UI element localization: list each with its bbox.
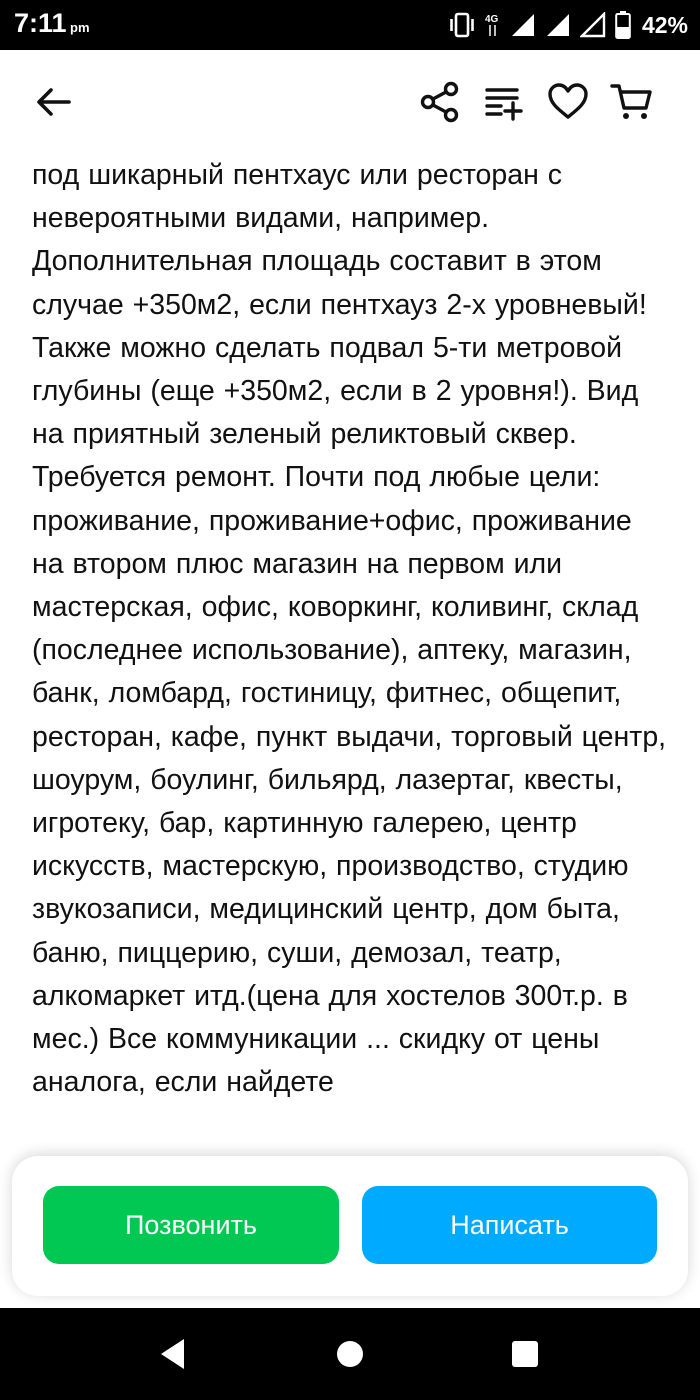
signal-icon	[510, 12, 536, 38]
nav-home-icon	[335, 1339, 365, 1369]
status-icons	[448, 8, 688, 42]
nav-back-button[interactable]	[150, 1334, 196, 1374]
system-nav-bar	[0, 1308, 700, 1400]
nav-recents-icon	[510, 1339, 540, 1369]
signal-icon	[580, 12, 606, 38]
listing-description	[32, 154, 672, 1304]
share-button[interactable]	[418, 80, 462, 124]
vibrate-icon	[448, 12, 476, 38]
cart-icon	[610, 80, 654, 124]
status-time: 7:11	[14, 8, 67, 38]
back-arrow-icon	[33, 82, 73, 122]
battery-percent: 42%	[641, 11, 688, 38]
back-button[interactable]	[31, 80, 75, 124]
battery-icon	[615, 11, 631, 39]
nav-recents-button[interactable]	[502, 1334, 548, 1374]
heart-icon	[546, 80, 590, 124]
cart-button[interactable]	[610, 80, 654, 124]
share-icon	[418, 80, 462, 124]
network-4g-icon	[485, 12, 501, 38]
compare-button[interactable]	[483, 80, 527, 124]
favorite-button[interactable]	[546, 80, 590, 124]
contact-action-bar	[12, 1156, 688, 1296]
status-ampm: pm	[70, 20, 90, 35]
compare-list-icon	[483, 80, 527, 124]
nav-home-button[interactable]	[327, 1334, 373, 1374]
status-bar	[0, 0, 700, 50]
signal-icon	[545, 12, 571, 38]
app-header	[0, 50, 700, 154]
write-button[interactable]: Написать	[362, 1186, 657, 1264]
svg-text:4G: 4G	[484, 14, 499, 25]
description-text: под шикарный пентхаус или ресторан с невероятными видами, например. Дополнительная площадь составит в этом случае +350м2, если пентхауз 2-х уровневый! Также можно сделать подвал 5-ти метровой глубины (еще +350м2, если в 2 уровня!). Вид на приятный зеленый реликтовый сквер. Требуется ремонт. Почти под любые цели: проживание, проживание+офис, проживание на втором плюс магазин на первом или мастерская, офис, коворкинг, коливинг, склад (последнее использование), аптеку, магазин, банк, ломбард, гостиницу, фитнес, общепит, ресторан, кафе, пункт выдачи, торговый центр, шоурум, боулинг, бильярд, лазертаг, квесты, игротеку, бар, картинную галерею, центр искусств, мастерскую, производство, студию звукозаписи, медицинский центр, дом быта, баню, пиццерию, суши, демозал, театр, алкомаркет итд.(цена для хостелов 300т.р. в мес.) Все коммуникации ... скидку от цены аналога, если найдете	[32, 159, 667, 1099]
nav-back-icon	[158, 1337, 188, 1371]
call-button[interactable]: Позвонить	[43, 1186, 339, 1264]
